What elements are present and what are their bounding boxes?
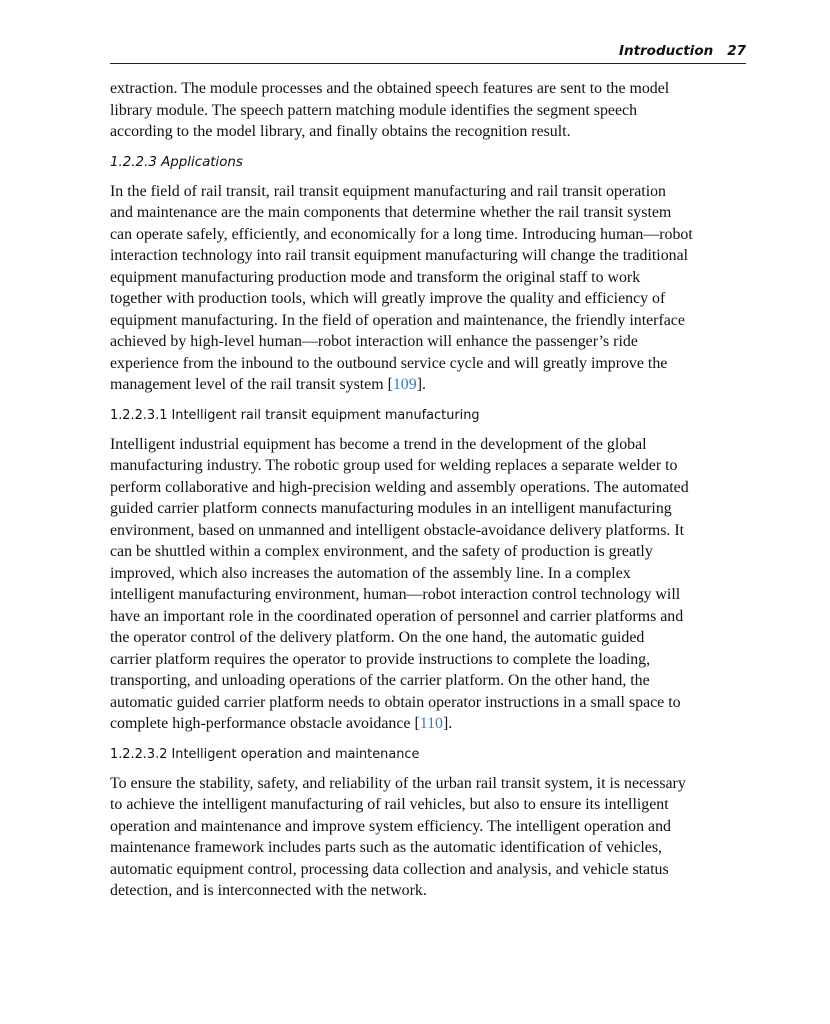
body-text [110, 78, 746, 902]
equipment-paragraph [110, 434, 746, 735]
subsection-heading-equipment-manufacturing: 1.2.2.3.1 Intelligent rail transit equipment manufacturing [110, 407, 480, 423]
text-line: according to the model library, and finally obtains the recognition result. [110, 123, 571, 140]
reference-bracket: [ [414, 715, 420, 732]
applications-paragraph [110, 181, 746, 396]
reference-link-109[interactable]: 109 [392, 376, 417, 393]
text-fragment: complete high-performance obstacle avoidance [110, 715, 415, 732]
text-line: achieved by high-level human—robot interaction will enhance the passenger’s ride [110, 333, 638, 350]
text-line: carrier platform requires the operator to provide instructions to complete the loading, [110, 650, 651, 668]
text-line: improved, which also increases the automation of the assembly line. In a complex [110, 564, 631, 582]
text-line: automatic guided carrier platform needs to obtain operator instructions in a small space to [110, 693, 681, 711]
text-line: Intelligent industrial equipment has become a trend in the development of the global [110, 435, 647, 453]
text-line: maintenance framework includes parts such as the automatic identification of vehicles, [110, 839, 662, 856]
text-fragment: management level of the rail transit system [110, 376, 388, 393]
subsection-heading-operation-maintenance: 1.2.2.3.2 Intelligent operation and maintenance [110, 746, 420, 762]
text-line: interaction technology into rail transit equipment manufacturing will change the traditional [110, 247, 689, 264]
text-line: detection, and is interconnected with the network. [110, 882, 427, 899]
text-line: intelligent manufacturing environment, human—robot interaction control technology will [110, 586, 681, 603]
text-line: experience from the inbound to the outbound service cycle and will greatly improve the [110, 354, 668, 372]
intro-paragraph [110, 78, 746, 143]
text-line: In the field of rail transit, rail transit equipment manufacturing and rail transit operation [110, 182, 666, 200]
header-rule [110, 63, 746, 64]
text-line [110, 713, 746, 735]
text-line [110, 374, 746, 396]
text-line: the operator control of the delivery platform. On the one hand, the automatic guided [110, 629, 645, 646]
text-line: automatic equipment control, processing data collection and analysis, and vehicle status [110, 860, 669, 878]
chapter-title: Introduction [618, 43, 714, 59]
text-line: operation and maintenance and improve system efficiency. The intelligent operation and [110, 817, 671, 835]
text-line: perform collaborative and high-precision welding and assembly operations. The automated [110, 478, 689, 496]
text-line: together with production tools, which will greatly improve the quality and efficiency of [110, 290, 666, 307]
running-header [110, 40, 746, 62]
text-line: can be shuttled within a complex environment, and the safety of production is greatly [110, 543, 653, 560]
text-line: to achieve the intelligent manufacturing of rail vehicles, but also to ensure its intelligent [110, 796, 669, 813]
text-line: can operate safely, efficiently, and economically for a long time. Introducing human—robot [110, 225, 693, 243]
reference-bracket: [ [387, 376, 393, 393]
reference-bracket: ]. [442, 715, 453, 732]
text-line: environment, based on unmanned and intelligent obstacle-avoidance delivery platforms. It [110, 521, 685, 539]
page-number: 27 [727, 43, 746, 59]
reference-link-110[interactable]: 110 [419, 715, 443, 732]
operation-paragraph [110, 773, 746, 902]
text-line: transporting, and unloading operations of the carrier platform. On the other hand, the [110, 672, 650, 689]
text-line: equipment manufacturing. In the field of operation and maintenance, the friendly interface [110, 311, 685, 329]
text-line: library module. The speech pattern matching module identifies the segment speech [110, 101, 638, 119]
text-line: extraction. The module processes and the obtained speech features are sent to the model [110, 80, 670, 97]
text-line: To ensure the stability, safety, and reliability of the urban rail transit system, it is necessary [110, 774, 686, 792]
section-heading-applications: 1.2.2.3 Applications [110, 154, 243, 170]
text-line: manufacturing industry. The robotic group used for welding replaces a separate welder to [110, 457, 678, 474]
text-line: equipment manufacturing production mode and transform the original staff to work [110, 268, 641, 286]
text-line: guided carrier platform connects manufacturing modules in an intelligent manufacturing [110, 500, 672, 517]
reference-bracket: ]. [416, 376, 426, 393]
text-line: and maintenance are the main components that determine whether the rail transit system [110, 204, 672, 221]
text-line: have an important role in the coordinated operation of personnel and carrier platforms and [110, 607, 684, 625]
